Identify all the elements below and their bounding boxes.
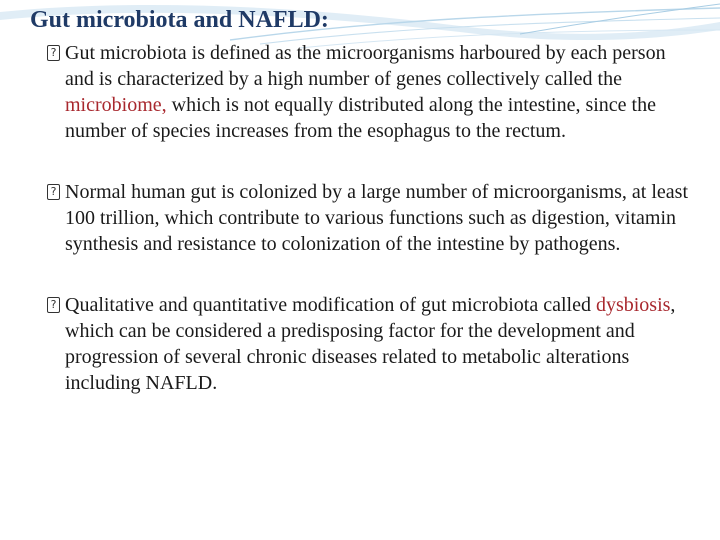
bullet-marker-icon: ?: [47, 184, 60, 200]
dysbiosis-highlight: dysbiosis: [595, 294, 671, 316]
bullet-text: Qualitative and quantitative modification of gut microbiota called: [65, 294, 596, 316]
bullet-normal-gut: [47, 179, 697, 257]
microbiome-highlight: microbiome,: [65, 94, 167, 116]
bullet-list: [47, 40, 697, 396]
bullet-text: , which can be considered a predisposing factor for the development and progression of several chronic diseases related to metabolic alterations including NAFLD.: [65, 294, 676, 394]
bullet-text: Normal human gut is colonized by a large number of microorganisms, at least 100 trillion, which contribute to various functions such as digestion, vitamin synthesis and resistance to colonization of the intestine by pathogens.: [65, 181, 688, 255]
bullet-dysbiosis: [47, 292, 697, 396]
bullet-marker-icon: ?: [47, 45, 60, 61]
bullet-text: Gut microbiota is defined as the microorganisms harboured by each person and is characterized by a high number of genes collectively called the: [65, 42, 666, 90]
bullet-microbiota-definition: [47, 40, 697, 144]
slide-title: Gut microbiota and NAFLD:: [30, 7, 329, 33]
bullet-marker-icon: ?: [47, 297, 60, 313]
bullet-text: which is not equally distributed along the intestine, since the number of species increases from the esophagus to the rectum.: [65, 94, 656, 142]
